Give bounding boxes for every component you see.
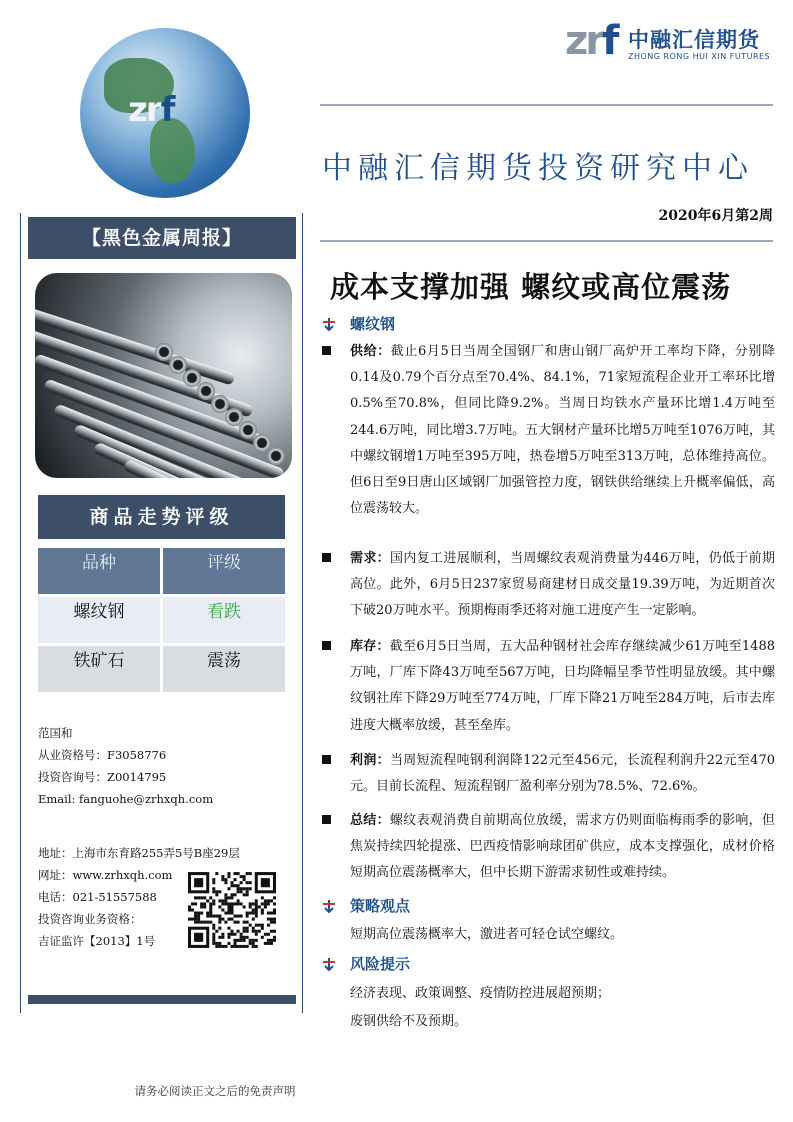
steel-pipe-end-shape: [267, 447, 285, 465]
analyst-name: 范国和: [38, 726, 73, 740]
section-arrow-icon: [322, 957, 336, 971]
brand-logo-mark: zrf: [565, 18, 617, 64]
rating-value-rebar: 看跌: [163, 597, 285, 643]
paragraph-inventory: 库存：截至6月5日当周，五大品种钢材社会库存继续减少61万吨至1488万吨，厂库下降43万吨至567万吨，日均降幅呈季节性明显放缓。其中螺纹钢社库下降29万吨至774万吨，厂库下降21万吨至284万吨，后市去库进度大概率放缓，甚至垒库。: [350, 639, 775, 733]
section-strategy-heading: 策略观点: [350, 897, 411, 915]
paragraph-profit: 利润：当周短流程吨钢利润降122元至456元，长流程利润升22元至470元。目前长流程、短流程钢厂盈利率分别为78.5%、72.6%。: [350, 753, 775, 795]
qr-code-image: [188, 872, 276, 948]
bullet-square: [322, 755, 331, 764]
brand-name-en: ZHONG RONG HUI XIN FUTURES: [628, 52, 771, 61]
paragraph-summary: 总结：螺纹表观消费自前期高位放缓，需求方仍则面临梅雨季的影响，但焦炭持续四轮提涨、巴西疫情影响球团矿供应，成本支撑强化，成材价格短期高位震荡概率大，但中长期下游需求韧性或难持续。: [350, 813, 775, 881]
company-website: 网址：www.zrhxqh.com: [38, 868, 173, 882]
analyst-consult-no: 投资咨询号：Z0014795: [38, 770, 167, 784]
company-address: 地址：上海市东育路255弄5号B座29层: [38, 846, 240, 860]
bullet-square: [322, 346, 331, 355]
risk-item-1: 经济表现、政策调整、疫情防控进展超预期；: [350, 986, 611, 1001]
globe-logo-image: [80, 28, 250, 198]
report-title: 成本支撑加强 螺纹或高位震荡: [330, 270, 732, 304]
section-arrow-icon: [322, 899, 336, 913]
steel-pipes-image: [35, 273, 292, 478]
bullet-square: [322, 553, 331, 562]
research-center-title: 中融汇信期货投资研究中心: [322, 151, 754, 186]
rating-variety-iron-ore: 铁矿石: [38, 646, 160, 692]
company-phone: 电话：021-51557588: [38, 890, 157, 904]
section-arrow-icon: [322, 317, 336, 331]
rating-value-iron-ore: 震荡: [163, 646, 285, 692]
header-divider: [320, 104, 773, 106]
analyst-email: Email: fanguohe@zrhxqh.com: [38, 792, 214, 806]
section-rebar-heading: 螺纹钢: [350, 315, 396, 333]
issue-date: 2020年6月第2周: [658, 208, 773, 224]
company-qualification-no: 吉证监许【2013】1号: [38, 934, 156, 948]
rating-variety-rebar: 螺纹钢: [38, 597, 160, 643]
risk-item-2: 废钢供给不及预期。: [350, 1014, 468, 1029]
disclaimer-note: 请务必阅读正文之后的免责声明: [134, 1084, 296, 1098]
sidebar-footer-bar: [28, 995, 296, 1004]
report-type-banner: 【黑色金属周报】: [28, 217, 296, 259]
brand-name-cn: 中融汇信期货: [628, 28, 760, 52]
paragraph-supply: 供给：截止6月5日当周全国钢厂和唐山钢厂高炉开工率均下降，分别降0.14及0.79个百分点至70.4%、84.1%，71家短流程企业开工率环比增0.5%至70.8%，但同比降9.2%。当周日均铁水产量环比增1.4万吨至244.6万吨，同比增3.7万吨。五大钢材产量环比增5万吨至1076万吨，其中螺纹钢增1万吨至395万吨，热卷增5万吨至313万吨，总体维持高位。但6日至9日唐山区域钢厂加强管控力度，钢铁供给继续上升概率偏低，高位震荡较大。: [350, 344, 775, 517]
globe-brand-mark: zrf: [128, 90, 174, 130]
bullet-square: [322, 641, 331, 650]
strategy-text: 短期高位震荡概率大，激进者可轻仓试空螺纹。: [350, 927, 624, 942]
rating-table-title: 商品走势评级: [38, 495, 285, 539]
rating-header-rating: 评级: [163, 548, 285, 594]
date-divider: [320, 240, 773, 242]
section-risk-heading: 风险提示: [350, 955, 411, 973]
paragraph-demand: 需求：国内复工进展顺利，当周螺纹表观消费量为446万吨，仍低于前期高位。此外，6月5日237家贸易商建材日成交量19.39万吨，为近期首次下破20万吨水平。预期梅雨季还将对施工进度产生一定影响。: [350, 551, 775, 619]
bullet-square: [322, 815, 331, 824]
company-qualification-label: 投资咨询业务资格：: [38, 912, 142, 926]
analyst-license: 从业资格号：F3058776: [38, 748, 167, 762]
analyst-contact: [38, 722, 288, 810]
rating-header-variety: 品种: [38, 548, 160, 594]
